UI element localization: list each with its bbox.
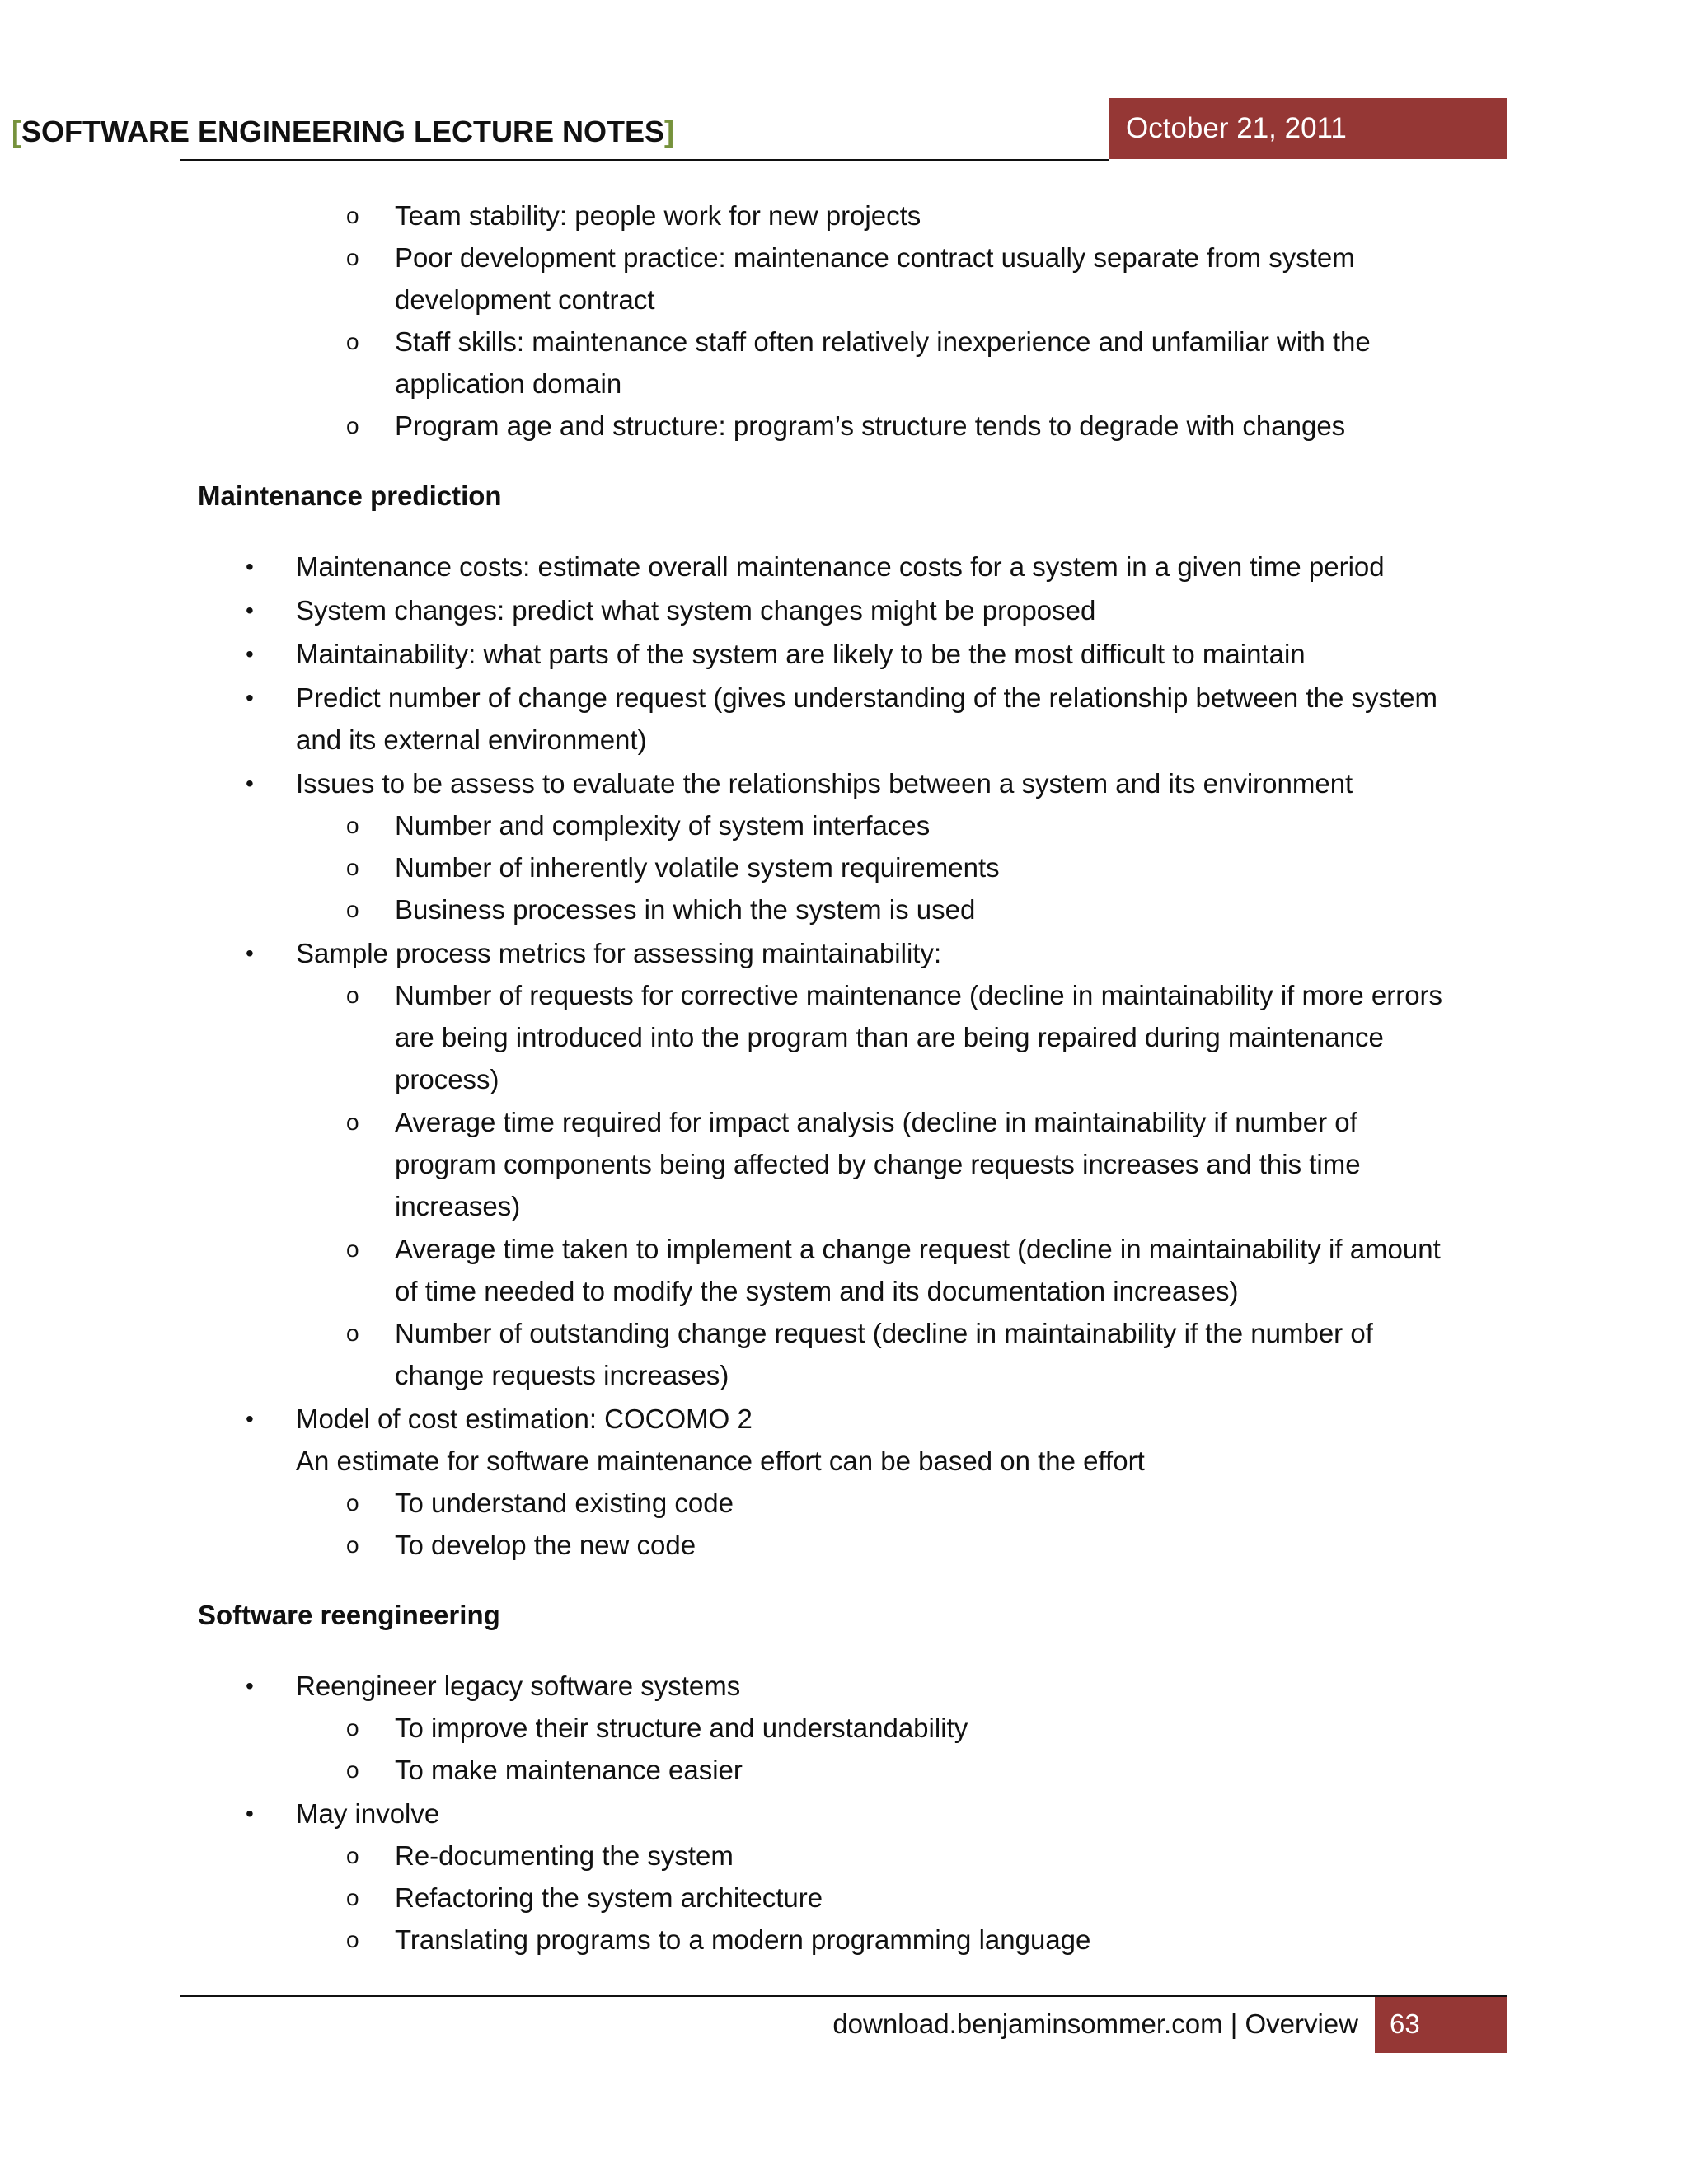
header-bracket-close: ] <box>664 115 674 148</box>
list-item-continuation: application domain <box>395 368 622 399</box>
list-item-continuation: of time needed to modify the system and its documentation increases) <box>395 1276 1239 1306</box>
page-header <box>11 98 1507 161</box>
disc-bullet: • <box>246 598 254 623</box>
circle-bullet: o <box>346 897 359 922</box>
circle-bullet: o <box>346 1236 359 1262</box>
list-item: Staff skills: maintenance staff often relatively inexperience and unfamiliar with the <box>395 326 1371 357</box>
list-item: Number of requests for corrective maintenance (decline in maintainability if more errors <box>395 980 1443 1010</box>
circle-bullet: o <box>346 1757 359 1783</box>
section-heading-maintenance-prediction: Maintenance prediction <box>198 480 502 511</box>
list-item: Refactoring the system architecture <box>395 1882 823 1913</box>
list-item: Sample process metrics for assessing maintainability: <box>296 938 942 968</box>
list-item-continuation: change requests increases) <box>395 1360 729 1390</box>
footer-text: download.benjaminsommer.com | Overview <box>832 2008 1358 2039</box>
list-item: Reengineer legacy software systems <box>296 1671 741 1701</box>
list-item: Poor development practice: maintenance contract usually separate from system <box>395 242 1355 273</box>
list-item: Number of outstanding change request (decline in maintainability if the number of <box>395 1318 1373 1348</box>
section-heading-software-reengineering: Software reengineering <box>198 1600 500 1630</box>
circle-bullet: o <box>346 1109 359 1135</box>
list-item-continuation: An estimate for software maintenance effort can be based on the effort <box>296 1446 1145 1476</box>
list-item-continuation: development contract <box>395 284 655 315</box>
footer-rule <box>180 1995 1507 1997</box>
circle-bullet: o <box>346 1490 359 1516</box>
list-item: Program age and structure: program’s structure tends to degrade with changes <box>395 410 1346 441</box>
list-item: Re-documenting the system <box>395 1840 734 1871</box>
list-item: Business processes in which the system is used <box>395 894 976 925</box>
disc-bullet: • <box>246 685 254 710</box>
header-title <box>12 115 674 149</box>
list-item: Average time taken to implement a change request (decline in maintainability if amount <box>395 1234 1441 1264</box>
header-bracket-open: [ <box>11 115 21 148</box>
list-item: Maintenance costs: estimate overall maintenance costs for a system in a given time period <box>296 551 1385 582</box>
disc-bullet: • <box>246 771 254 796</box>
list-item-continuation: are being introduced into the program than are being repaired during maintenance <box>395 1022 1384 1052</box>
list-item: Issues to be assess to evaluate the relationships between a system and its environment <box>296 768 1353 799</box>
circle-bullet: o <box>346 413 359 438</box>
list-item: Number and complexity of system interfaces <box>395 810 931 841</box>
circle-bullet: o <box>346 1532 359 1558</box>
list-item: Average time required for impact analysis (decline in maintainability if number of <box>395 1107 1357 1137</box>
list-item: To develop the new code <box>395 1530 696 1560</box>
list-item: Predict number of change request (gives understanding of the relationship between the system <box>296 682 1437 713</box>
list-item-continuation: increases) <box>395 1191 521 1221</box>
list-item: Team stability: people work for new projects <box>395 200 921 231</box>
circle-bullet: o <box>346 1885 359 1910</box>
list-item: May involve <box>296 1798 440 1829</box>
disc-bullet: • <box>246 1406 254 1432</box>
circle-bullet: o <box>346 813 359 838</box>
list-item: Translating programs to a modern programming language <box>395 1924 1091 1955</box>
disc-bullet: • <box>246 1801 254 1826</box>
circle-bullet: o <box>346 1843 359 1868</box>
list-item: Number of inherently volatile system requirements <box>395 852 1000 883</box>
circle-bullet: o <box>346 329 359 354</box>
disc-bullet: • <box>246 641 254 667</box>
circle-bullet: o <box>346 1320 359 1346</box>
list-item: Maintainability: what parts of the system are likely to be the most difficult to maintain <box>296 639 1306 669</box>
header-rule <box>180 159 1109 161</box>
circle-bullet: o <box>346 1715 359 1741</box>
list-item: System changes: predict what system changes might be proposed <box>296 595 1096 626</box>
circle-bullet: o <box>346 245 359 270</box>
list-item-continuation: process) <box>395 1064 499 1094</box>
disc-bullet: • <box>246 554 254 579</box>
list-item: To make maintenance easier <box>395 1755 743 1785</box>
disc-bullet: • <box>246 1673 254 1699</box>
header-date: October 21, 2011 <box>1109 98 1507 159</box>
list-item-continuation: program components being affected by change requests increases and this time <box>395 1149 1361 1179</box>
list-item: To improve their structure and understandability <box>395 1713 968 1743</box>
page-number: 63 <box>1375 1997 1507 2053</box>
header-title-text: SOFTWARE ENGINEERING LECTURE NOTES <box>21 115 664 148</box>
circle-bullet: o <box>346 1927 359 1952</box>
circle-bullet: o <box>346 982 359 1008</box>
circle-bullet: o <box>346 855 359 880</box>
disc-bullet: • <box>246 940 254 966</box>
list-item-continuation: and its external environment) <box>296 724 647 755</box>
list-item: Model of cost estimation: COCOMO 2 <box>296 1404 753 1434</box>
circle-bullet: o <box>346 203 359 228</box>
list-item: To understand existing code <box>395 1488 734 1518</box>
